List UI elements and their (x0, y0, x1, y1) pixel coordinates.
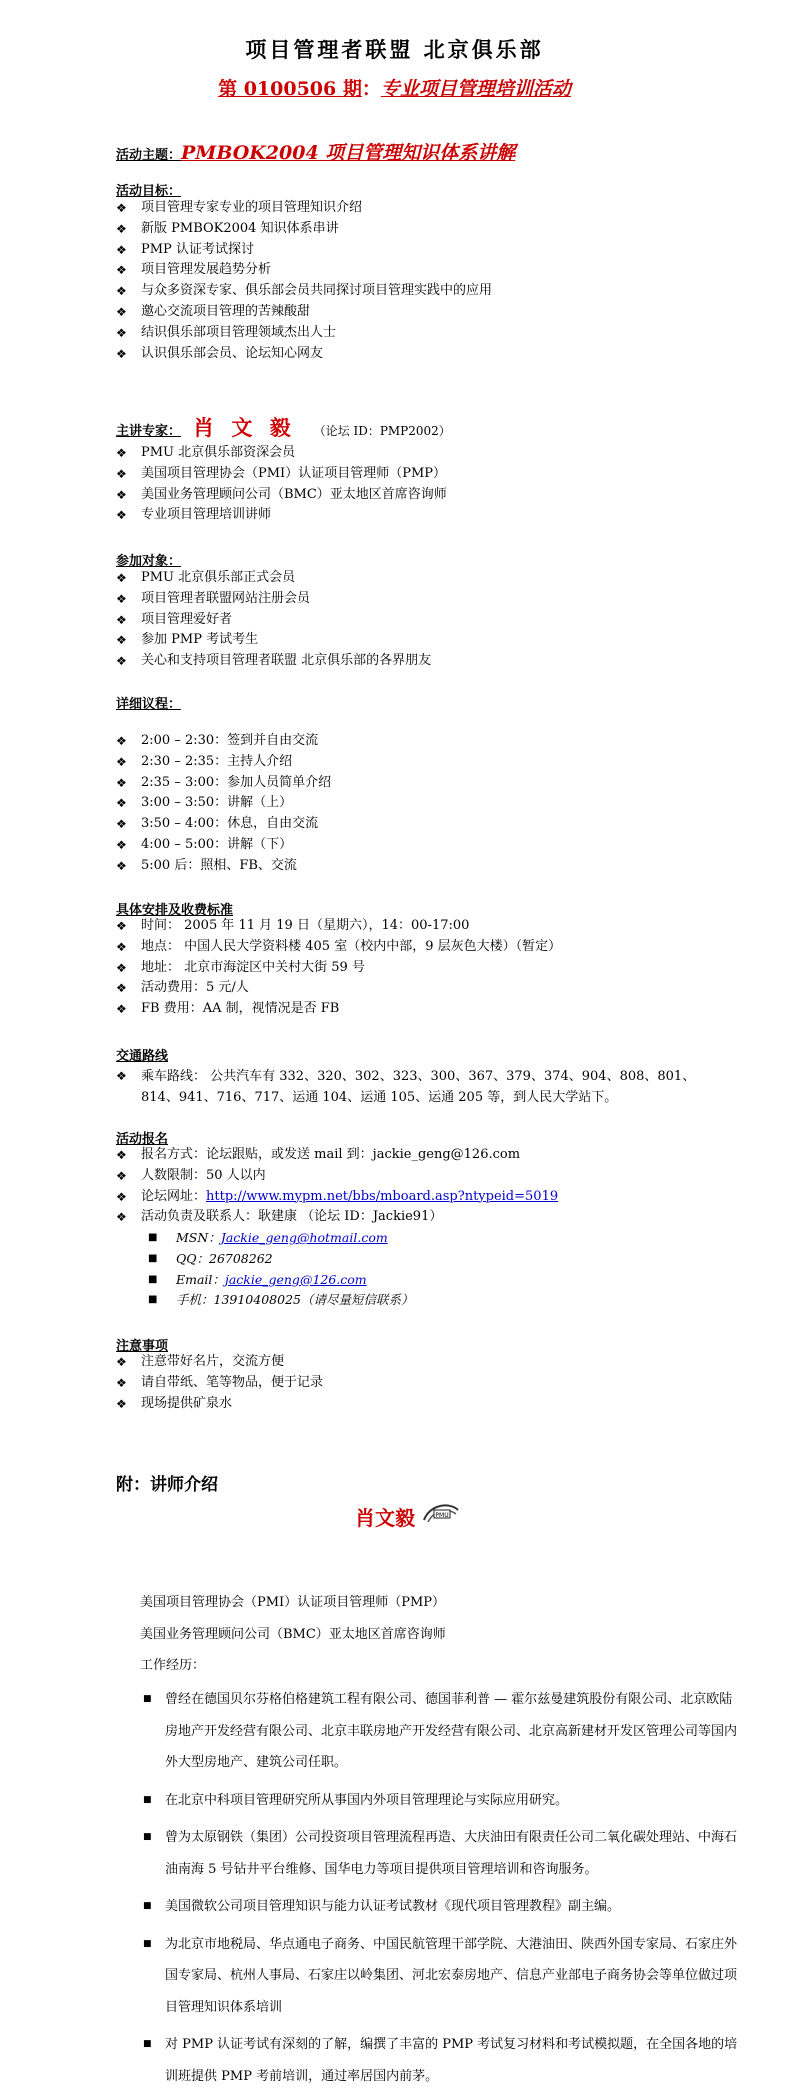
list-item: ■ 对 PMP 认证考试有深刻的了解，编撰了丰富的 PMP 考试复习材料和考试模拟题，在全国各地的培训班提供 PMP 考前培训，通过率居国内前茅。 (140, 2029, 740, 2092)
diamond-cross-icon: ❖ (116, 466, 127, 481)
audience-list (116, 568, 736, 672)
list-item: ❖ 与众多资深专家、俱乐部会员共同探讨项目管理实践中的应用 (116, 281, 736, 302)
list-item: ❖ 活动费用：5 元/人 (116, 978, 736, 999)
diamond-cross-icon: ❖ (116, 1148, 127, 1162)
diamond-cross-icon: ❖ (116, 508, 127, 523)
list-item: ❖ 时间： 2005 年 11 月 19 日（星期六），14：00-17:00 (116, 916, 736, 937)
list-item: ❖ 新版 PMBOK2004 知识体系串讲 (116, 219, 736, 240)
list-item: ❖ 项目管理爱好者 (116, 610, 736, 631)
square-icon: ■ (143, 1794, 152, 1805)
square-icon: ■ (143, 2039, 152, 2049)
diamond-cross-icon: ❖ (116, 221, 127, 236)
diamond-cross-icon: ❖ (116, 591, 127, 606)
notes-heading: 注意事项 (116, 1339, 169, 1354)
diamond-cross-icon: ❖ (116, 734, 127, 748)
diamond-cross-icon: ❖ (116, 817, 127, 832)
list-item: ❖ 2:30 – 2:35：主持人介绍 (116, 752, 736, 773)
list-item: ■ 为北京市地税局、华点通电子商务、中国民航管理干部学院、大港油田、陕西外国专家局、石家庄外国专家局、杭州人事局、石家庄以岭集团、河北宏泰房地产、信息产业部电子商务协会等单位做过项目管理知识体系培训 (140, 1929, 740, 2024)
expert-line (116, 412, 451, 442)
list-item: ❖ 活动负责及联系人：耿建康 （论坛 ID：Jackie91） (116, 1207, 736, 1228)
list-item: ■ 曾为太原钢铁（集团）公司投资项目管理流程再造、大庆油田有限责任公司二氧化碳处理站、中海石油南海 5 号钻井平台维修、国华电力等项目提供项目管理培训和咨询服务。 (140, 1822, 740, 1885)
list-item: ❖ PMP 认证考试探讨 (116, 240, 736, 261)
lecturer-credential-1: 美国项目管理协会（PMI）认证项目管理师（PMP） (140, 1595, 445, 1610)
diamond-cross-icon: ❖ (116, 939, 127, 954)
diamond-cross-icon: ❖ (116, 754, 127, 769)
list-item: ❖ PMU 北京俱乐部资深会员 (116, 443, 736, 464)
theme-label: 活动主题： (116, 148, 182, 163)
list-item: ❖ 地址： 北京市海淀区中关村大街 59 号 (116, 958, 736, 979)
route-text: 乘车路线： 公共汽车有 332、320、302、323、300、367、379、374、904、808、801、814、941、716、717、运通 104、运通 105、运通 205 等，到人民大学站下。 (141, 1069, 696, 1105)
list-item: ❖ PMU 北京俱乐部正式会员 (116, 568, 736, 589)
diamond-cross-icon: ❖ (116, 1375, 127, 1390)
list-item: ❖ 请自带纸、笔等物品，便于记录 (116, 1373, 736, 1394)
logistics-list (116, 916, 736, 1020)
list-item: ■ 曾经在德国贝尔芬格伯格建筑工程有限公司、德国菲利普 — 霍尔兹曼建筑股份有限公司、北京欧陆房地产开发经营有限公司、北京丰联房地产开发经营有限公司、北京高新建材开发区管理公司等国内外大型房地产、建筑公司任职。 (140, 1684, 740, 1779)
issue-number: 第 0100506 期 (218, 78, 362, 100)
list-item: ❖ 2:35 – 3:00：参加人员简单介绍 (116, 773, 736, 794)
svg-text:PMU: PMU (435, 1512, 449, 1519)
agenda-list (116, 731, 736, 877)
list-item: ❖ 3:50 – 4:00：休息，自由交流 (116, 814, 736, 835)
list-item: ❖ 论坛网址：http://www.mypm.net/bbs/mboard.asp?ntypeid=5019 (116, 1187, 736, 1208)
diamond-cross-icon: ❖ (116, 346, 127, 361)
appendix-heading: 附：讲师介绍 (116, 1475, 218, 1495)
diamond-cross-icon: ❖ (116, 325, 127, 340)
list-item: ❖ 参加 PMP 考试考生 (116, 630, 736, 651)
diamond-cross-icon: ❖ (116, 919, 127, 933)
diamond-cross-icon: ❖ (116, 775, 127, 790)
diamond-cross-icon: ❖ (116, 201, 127, 215)
diamond-cross-icon: ❖ (116, 1396, 127, 1411)
event-name: 专业项目管理培训活动 (380, 78, 571, 100)
diamond-cross-icon: ❖ (116, 633, 127, 648)
list-item: ❖ 人数限制：50 人以内 (116, 1166, 736, 1187)
square-icon: ■ (148, 1273, 158, 1285)
list-item: ❖ 5:00 后：照相、FB、交流 (116, 856, 736, 877)
list-item: ❖ 4:00 – 5:00：讲解（下） (116, 835, 736, 856)
list-item: ❖ 邀心交流项目管理的苦辣酸甜 (116, 302, 736, 323)
list-item: ❖ 报名方式：论坛跟贴，或发送 mail 到：jackie_geng@126.com (116, 1145, 736, 1166)
square-icon: ■ (148, 1232, 158, 1243)
diamond-cross-icon: ❖ (116, 446, 127, 460)
list-item: ❖ 3:00 – 3:50：讲解（上） (116, 793, 736, 814)
list-item: ❖ FB 费用：AA 制，视情况是否 FB (116, 999, 736, 1020)
list-item: ■ 在北京中科项目管理研究所从事国内外项目管理理论与实际应用研究。 (140, 1785, 740, 1817)
page-title: 项目管理者联盟 北京俱乐部 (245, 37, 544, 62)
expert-label: 主讲专家： (116, 424, 182, 439)
list-item: ❖ 注意带好名片，交流方便 (116, 1352, 736, 1373)
agenda-heading: 详细议程： (116, 697, 182, 712)
diamond-cross-icon: ❖ (116, 1189, 127, 1204)
experience-label: 工作经历： (140, 1658, 206, 1673)
lecturer-credential-2: 美国业务管理顾问公司（BMC）亚太地区首席咨询师 (140, 1627, 446, 1642)
diamond-cross-icon: ❖ (116, 837, 127, 852)
square-icon: ■ (143, 1901, 152, 1911)
list-item: ❖ 现场提供矿泉水 (116, 1394, 736, 1415)
diamond-cross-icon: ❖ (116, 571, 127, 585)
square-icon: ■ (143, 1938, 152, 1949)
diamond-cross-icon: ❖ (116, 284, 127, 299)
list-item: ■ 美国微软公司项目管理知识与能力认证考试教材《现代项目管理教程》副主编。 (140, 1891, 740, 1923)
expert-list (116, 443, 736, 526)
contact-list (148, 1228, 413, 1311)
list-item: ❖ 结识俱乐部项目管理领域杰出人士 (116, 323, 736, 344)
list-item: ■ MSN：Jackie_geng@hotmail.com (148, 1228, 413, 1249)
square-icon: ■ (143, 1694, 152, 1704)
list-item: ❖ 美国项目管理协会（PMI）认证项目管理师（PMP） (116, 464, 736, 485)
audience-heading: 参加对象： (116, 554, 182, 569)
list-item: ❖ 认识俱乐部会员、论坛知心网友 (116, 344, 736, 365)
list-item: ❖ 关心和支持项目管理者联盟 北京俱乐部的各界朋友 (116, 651, 736, 672)
square-icon: ■ (148, 1294, 158, 1306)
goals-heading: 活动目标： (116, 184, 182, 199)
diamond-cross-icon: ❖ (116, 1069, 127, 1083)
expert-forum-id: （论坛 ID：PMP2002） (313, 424, 451, 438)
page-subtitle (0, 74, 789, 101)
list-item: ■ QQ：26708262 (148, 1249, 413, 1270)
diamond-cross-icon: ❖ (116, 654, 127, 669)
activity-theme (116, 138, 515, 165)
expert-name: 肖 文 毅 (193, 415, 296, 440)
diamond-cross-icon: ❖ (116, 304, 127, 319)
diamond-cross-icon: ❖ (116, 1210, 127, 1225)
pmu-logo-icon (420, 1500, 462, 1526)
diamond-cross-icon: ❖ (116, 612, 127, 627)
list-item: ❖ 地点： 中国人民大学资料楼 405 室（校内中部，9 层灰色大楼）（暂定） (116, 937, 736, 958)
list-item: ❖ 项目管理专家专业的项目管理知识介绍 (116, 198, 736, 219)
square-icon: ■ (143, 1832, 152, 1842)
subtitle-colon: ： (361, 78, 381, 100)
list-item: ❖ 专业项目管理培训讲师 (116, 505, 736, 526)
logistics-heading: 具体安排及收费标准 (116, 903, 234, 918)
diamond-cross-icon: ❖ (116, 796, 127, 811)
list-item: ❖ 2:00 – 2:30：签到并自由交流 (116, 731, 736, 752)
route-paragraph (116, 1066, 716, 1108)
msn-link[interactable]: Jackie_geng@hotmail.com (220, 1230, 388, 1245)
route-heading: 交通路线 (116, 1049, 169, 1064)
square-icon: ■ (148, 1252, 158, 1264)
diamond-cross-icon: ❖ (116, 1168, 127, 1183)
diamond-cross-icon: ❖ (116, 263, 127, 278)
signup-heading: 活动报名 (116, 1132, 169, 1147)
list-item: ❖ 美国业务管理顾问公司（BMC）亚太地区首席咨询师 (116, 485, 736, 506)
lecturer-name: 肖文毅 (355, 1506, 415, 1530)
experience-list (140, 1684, 740, 2098)
diamond-cross-icon: ❖ (116, 1002, 127, 1017)
list-item: ■ Email：jackie_geng@126.com (148, 1270, 413, 1291)
forum-url-link[interactable]: http://www.mypm.net/bbs/mboard.asp?ntypeid=5019 (206, 1188, 559, 1204)
diamond-cross-icon: ❖ (116, 242, 127, 257)
list-item: ■ 手机：13910408025（请尽量短信联系） (148, 1290, 413, 1311)
diamond-cross-icon: ❖ (116, 858, 127, 873)
diamond-cross-icon: ❖ (116, 1355, 127, 1369)
list-item: ❖ 项目管理发展趋势分析 (116, 260, 736, 281)
diamond-cross-icon: ❖ (116, 960, 127, 975)
signup-list (116, 1145, 736, 1228)
list-item: ❖ 项目管理者联盟网站注册会员 (116, 589, 736, 610)
diamond-cross-icon: ❖ (116, 981, 127, 996)
goals-list (116, 198, 736, 364)
diamond-cross-icon: ❖ (116, 487, 127, 502)
notes-list (116, 1352, 736, 1414)
theme-value: PMBOK2004 项目管理知识体系讲解 (181, 142, 516, 164)
email-link[interactable]: jackie_geng@126.com (224, 1271, 367, 1287)
